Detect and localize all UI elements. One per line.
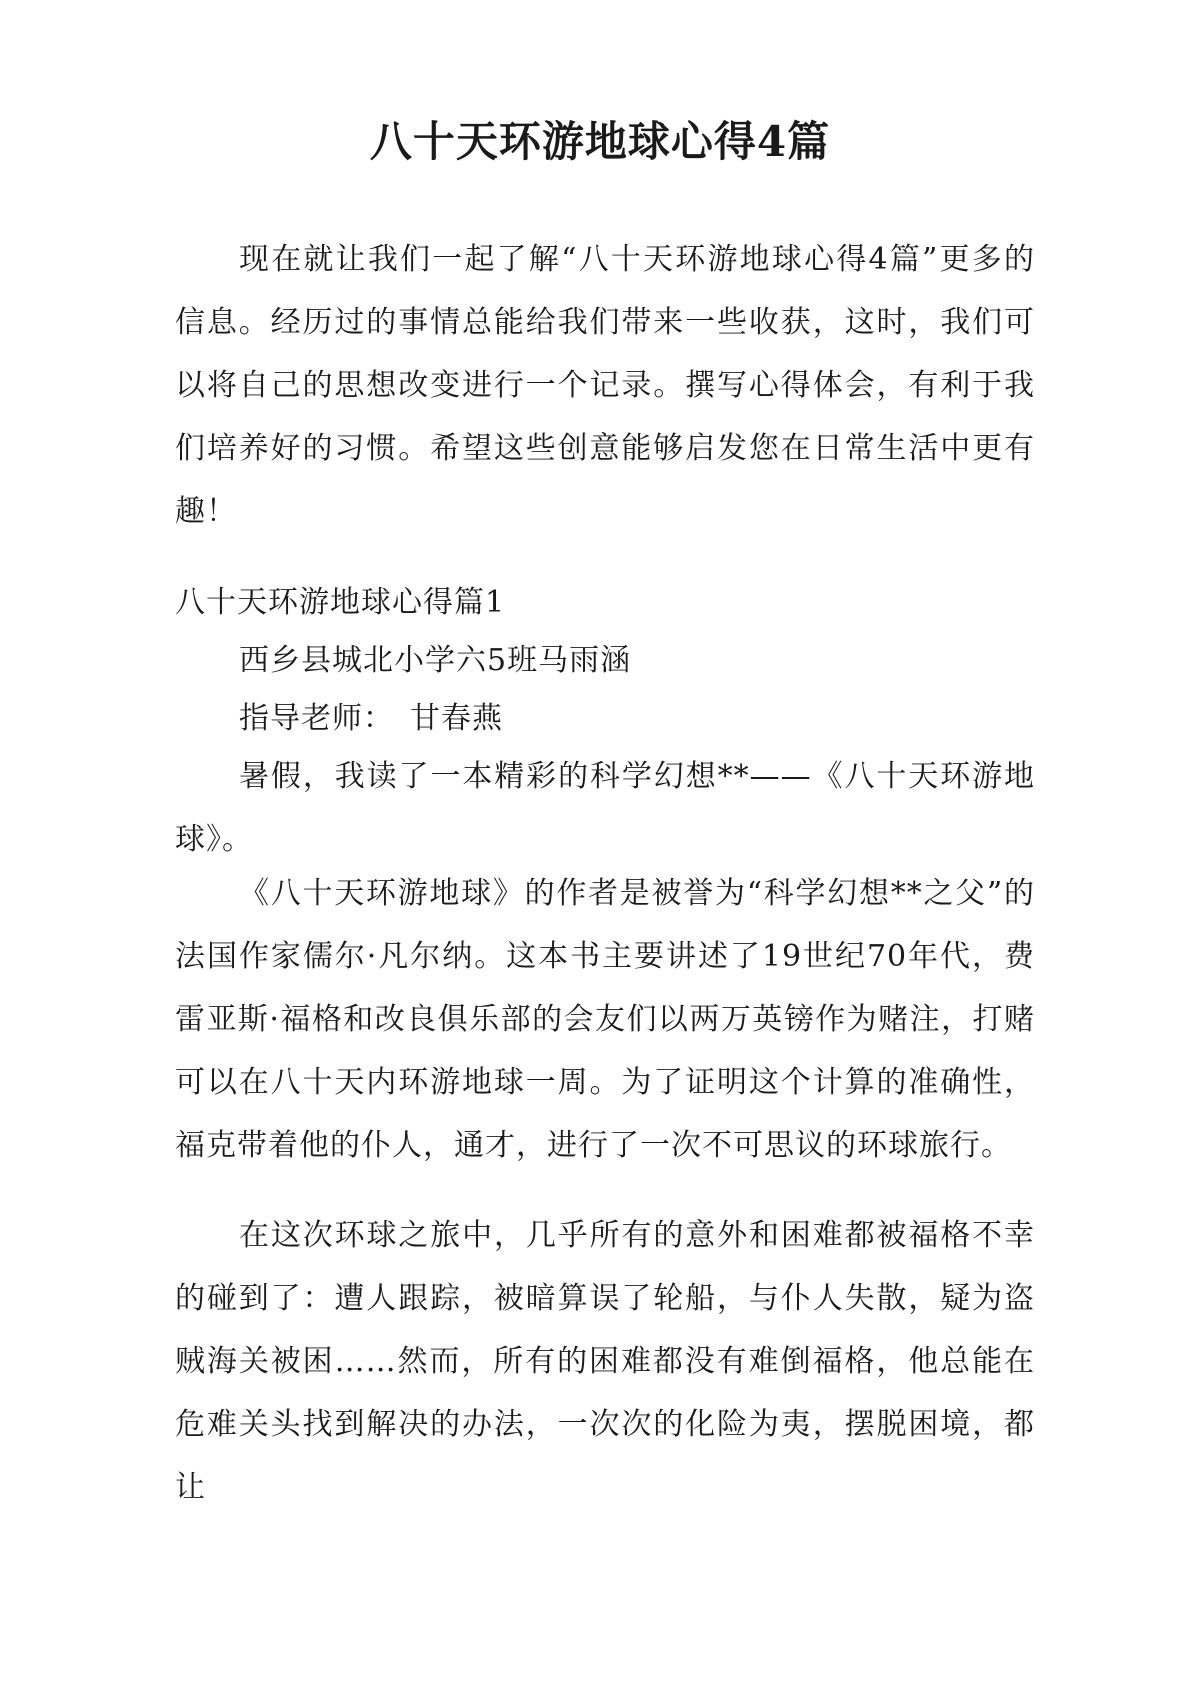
- teacher-line: 指导老师： 甘春燕: [239, 701, 503, 736]
- body-paragraph: 《八十天环游地球》的作者是被誉为“科学幻想**之父”的法国作家儒尔·凡尔纳。这本书主要讲述了19世纪70年代，费雷亚斯·福格和改良俱乐部的会友们以两万英镑作为赌注，打赌可以在八十天内环游地球一周。为了证明这个计算的准确性，福克带着他的仆人，通才，进行了一次不可思议的环球旅行。: [175, 876, 1035, 1163]
- document-title: 八十天环游地球心得4篇: [369, 117, 831, 166]
- body-paragraph: 在这次环球之旅中，几乎所有的意外和困难都被福格不幸的碰到了：遭人跟踪，被暗算误了轮船，与仆人失散，疑为盗贼海关被困……然而，所有的困难都没有难倒福格，他总能在危难关头找到解决的办法，一次次的化险为夷，摆脱困境，都让: [175, 1218, 1035, 1505]
- body-paragraph: 暑假，我读了一本精彩的科学幻想**——《八十天环游地球》。: [175, 759, 1035, 857]
- intro-paragraph: 现在就让我们一起了解“八十天环游地球心得4篇”更多的信息。经历过的事情总能给我们带来一些收获，这时，我们可以将自己的思想改变进行一个记录。撰写心得体会，有利于我们培养好的习惯。希望这些创意能够启发您在日常生活中更有趣！: [175, 242, 1035, 529]
- author-line: 西乡县城北小学六5班马雨涵: [239, 643, 632, 678]
- section-heading: 八十天环游地球心得篇1: [175, 585, 506, 620]
